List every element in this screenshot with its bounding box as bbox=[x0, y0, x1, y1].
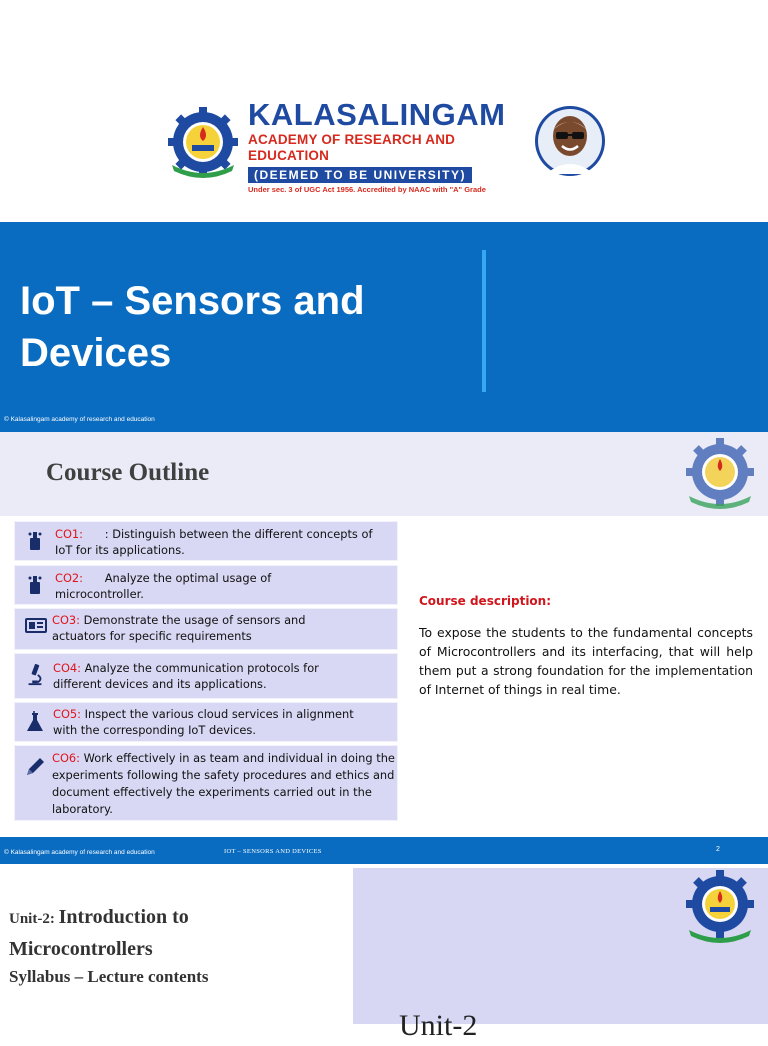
unit-title-line-1: Introduction to bbox=[58, 906, 189, 928]
tool-icon bbox=[24, 530, 46, 552]
university-emblem-icon bbox=[166, 105, 240, 179]
co-text: IoT for its applications. bbox=[55, 542, 185, 557]
co-text: Demonstrate the usage of sensors and bbox=[80, 613, 306, 627]
course-description-text: To expose the students to the fundamental concepts of Microcontrollers and its interfacing, that will help them put a strong foundation for the implementation of Internet of things in real time. bbox=[419, 625, 753, 697]
brand-accreditation: Under sec. 3 of UGC Act 1956. Accredited by NAAC with "A" Grade bbox=[248, 185, 486, 194]
title-line-2: Devices bbox=[20, 331, 172, 375]
course-description-heading: Course description: bbox=[419, 594, 552, 608]
co-code: CO5: bbox=[53, 707, 82, 721]
syllabus-heading: Syllabus – Lecture contents bbox=[9, 967, 209, 986]
co-code: CO1: bbox=[55, 527, 84, 541]
co-text: Analyze the communication protocols for bbox=[81, 661, 319, 675]
co-text: microcontroller. bbox=[55, 586, 144, 601]
co-text: different devices and its applications. bbox=[53, 676, 267, 691]
title-line-1: IoT – Sensors and bbox=[20, 279, 365, 323]
course-outcome-co5 bbox=[14, 702, 398, 742]
microscope-icon bbox=[24, 664, 46, 686]
co-text: document effectively the experiments carried out in the bbox=[52, 785, 372, 799]
co-text: Inspect the various cloud services in alignment bbox=[81, 707, 354, 721]
slide1-copyright: © Kalasalingam academy of research and education bbox=[4, 416, 155, 423]
co-text: actuators for specific requirements bbox=[52, 628, 252, 643]
course-outcome-co3 bbox=[14, 608, 398, 650]
pencil-icon bbox=[24, 756, 46, 778]
course-outcome-co1 bbox=[14, 521, 398, 561]
co-code: CO2: bbox=[55, 571, 84, 585]
unit-prefix: Unit-2: bbox=[9, 911, 59, 927]
university-brand bbox=[248, 98, 533, 196]
page-number: 2 bbox=[716, 846, 720, 853]
founder-portrait-icon bbox=[534, 104, 606, 178]
co-code: CO6: bbox=[52, 751, 81, 765]
co-code: CO3: bbox=[52, 613, 81, 627]
co-text: with the corresponding IoT devices. bbox=[53, 722, 256, 737]
co-text: laboratory. bbox=[52, 802, 113, 816]
unit-title bbox=[9, 902, 339, 965]
course-outline-heading: Course Outline bbox=[46, 459, 210, 486]
banner-divider bbox=[482, 250, 486, 392]
course-outcome-co2 bbox=[14, 565, 398, 605]
course-outcome-co4 bbox=[14, 653, 398, 699]
co-text: : Distinguish between the different concepts of bbox=[83, 527, 373, 541]
university-emblem-icon bbox=[683, 868, 757, 946]
co-text: Analyze the optimal usage of bbox=[83, 571, 272, 585]
tool-icon bbox=[24, 574, 46, 596]
brand-subtitle: ACADEMY OF RESEARCH AND EDUCATION bbox=[248, 132, 456, 163]
slide-title-text bbox=[20, 275, 460, 379]
brand-name: KALASALINGAM bbox=[248, 97, 506, 132]
co-code: CO4: bbox=[53, 661, 82, 675]
university-emblem-icon bbox=[683, 436, 757, 512]
unit-heading-partial: Unit-2 bbox=[399, 1009, 478, 1042]
slide2-footer-copyright: © Kalasalingam academy of research and education bbox=[4, 849, 155, 856]
co-text: experiments following the safety procedures and ethics and bbox=[52, 768, 395, 782]
co-text: Work effectively in as team and individual in doing the bbox=[80, 751, 395, 765]
course-outcome-co6 bbox=[14, 745, 398, 821]
slide2-footer-title: IOT – SENSORS AND DEVICES bbox=[224, 848, 322, 855]
flask-icon bbox=[24, 711, 46, 733]
screen-icon bbox=[25, 615, 47, 637]
unit-title-line-2: Microcontrollers bbox=[9, 938, 153, 960]
brand-deemed: (DEEMED TO BE UNIVERSITY) bbox=[248, 167, 472, 183]
